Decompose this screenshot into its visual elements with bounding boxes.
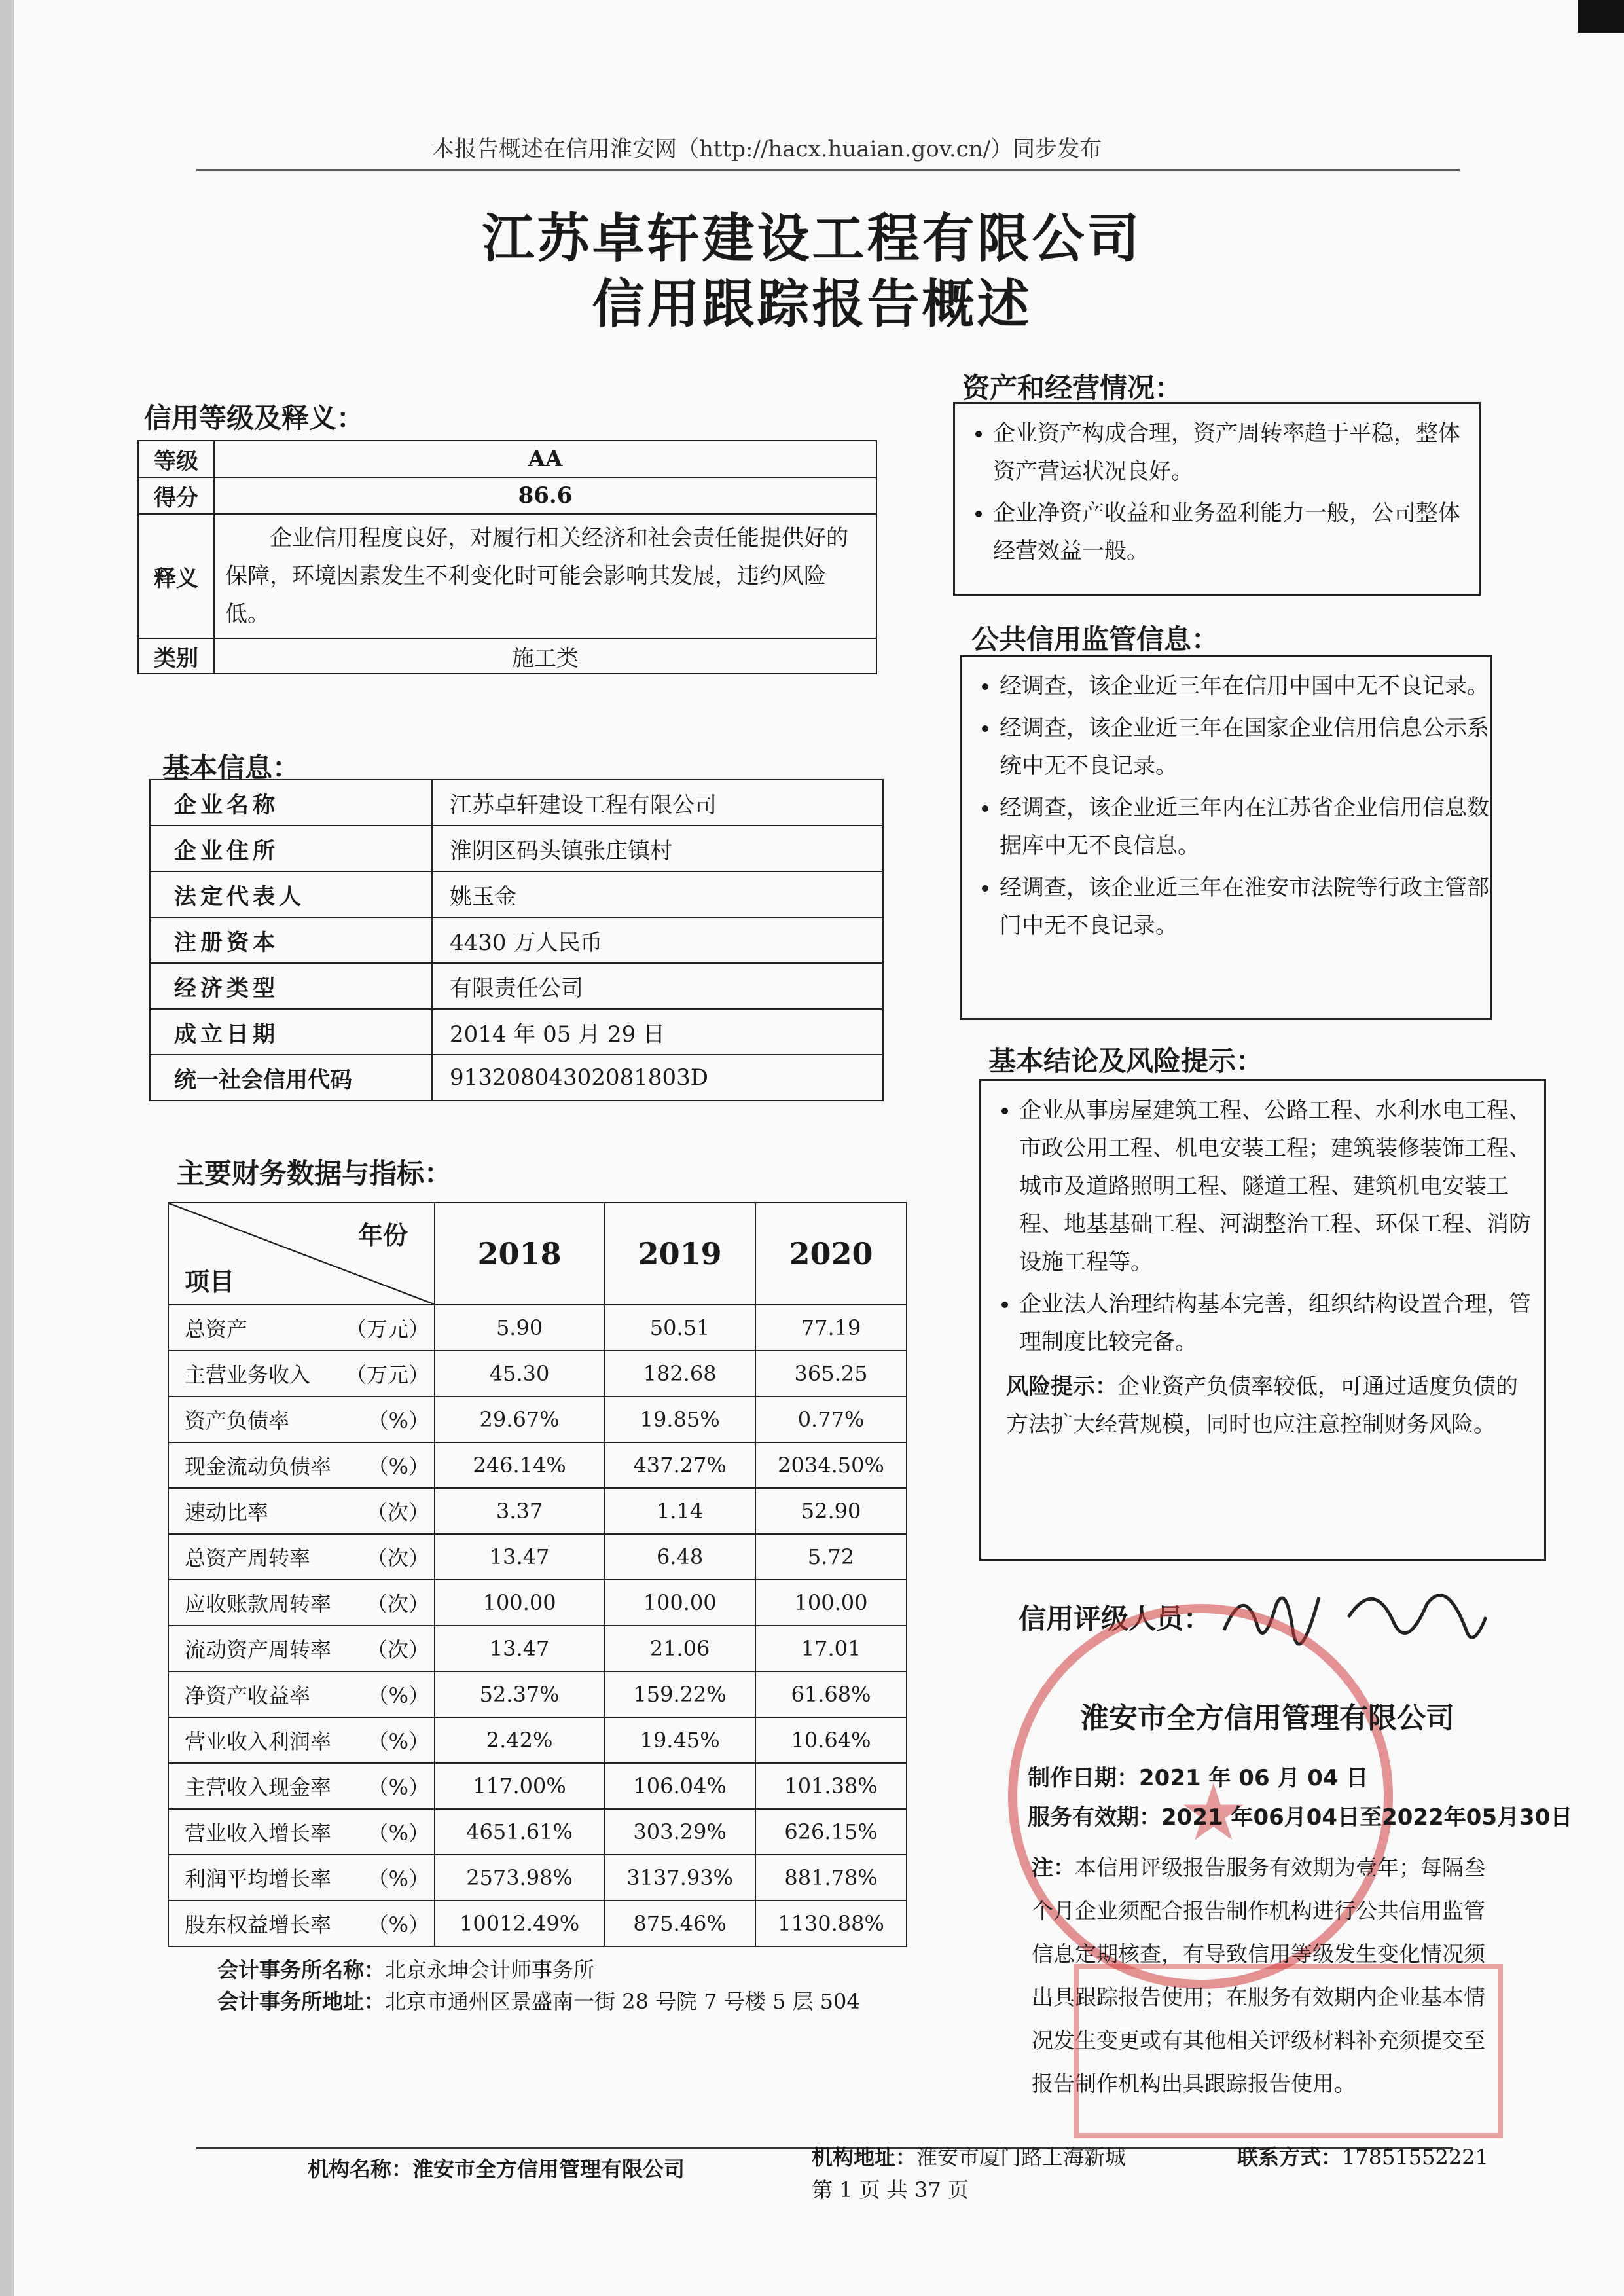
grade-value: AA xyxy=(214,441,876,477)
financial-item xyxy=(168,1305,435,1351)
financial-item-name: 营业收入增长率 xyxy=(185,1821,332,1846)
analyst-label: 信用评级人员： xyxy=(1019,1603,1212,1635)
basic-label: 企业名称 xyxy=(150,780,432,826)
financial-value: 19.85% xyxy=(604,1396,755,1442)
financial-row xyxy=(168,1626,907,1671)
footer-contact xyxy=(1237,2141,1489,2171)
footer-addr-value: 淮安市厦门路上海新城 xyxy=(916,2145,1127,2170)
financial-item-name: 流动资产周转率 xyxy=(185,1637,332,1662)
basic-info-row xyxy=(150,871,883,917)
financial-row xyxy=(168,1763,907,1809)
supervision-item: • 经调查，该企业近三年在淮安市法院等行政主管部门中无不良记录。 xyxy=(1000,869,1490,945)
financial-item-unit: （%） xyxy=(367,1775,429,1800)
financial-value: 10012.49% xyxy=(435,1901,604,1946)
financial-item-name: 应收账款周转率 xyxy=(185,1592,332,1616)
financial-item xyxy=(168,1534,435,1580)
category-value: 施工类 xyxy=(214,638,876,674)
financial-value: 117.00% xyxy=(435,1763,604,1809)
explain-text: 企业信用程度良好，对履行相关经济和社会责任能提供好的保障，环境因素发生不利变化时可能会影响其发展，违约风险低。 xyxy=(214,514,876,638)
financial-row xyxy=(168,1901,907,1946)
scan-corner xyxy=(1578,0,1624,33)
financial-heading: 主要财务数据与指标： xyxy=(177,1157,452,1190)
financial-row xyxy=(168,1396,907,1442)
financial-item-unit: （次） xyxy=(366,1637,429,1662)
financial-value: 100.00 xyxy=(755,1580,907,1626)
basic-value: 91320804302081803D xyxy=(432,1055,883,1101)
financial-row xyxy=(168,1305,907,1351)
financial-value: 50.51 xyxy=(604,1305,755,1351)
footer-contact-label: 联系方式： xyxy=(1237,2145,1343,2170)
page-number: 第 1 页 共 37 页 xyxy=(812,2178,969,2202)
rating-company: 淮安市全方信用管理有限公司 xyxy=(1080,1702,1454,1735)
financial-value: 875.46% xyxy=(604,1901,755,1946)
assets-item: • 企业净资产收益和业务盈利能力一般，公司整体经营效益一般。 xyxy=(993,494,1479,570)
basic-label: 成立日期 xyxy=(150,1009,432,1055)
financial-value: 626.15% xyxy=(755,1809,907,1855)
explain-label: 释义 xyxy=(138,514,214,638)
financial-item-unit: （万元） xyxy=(345,1362,429,1387)
financial-row xyxy=(168,1351,907,1396)
financial-row xyxy=(168,1717,907,1763)
footer-addr-label: 机构地址： xyxy=(812,2145,917,2170)
seal-star-icon: ★ xyxy=(1178,1768,1249,1859)
financial-value: 13.47 xyxy=(435,1534,604,1580)
financial-item-unit: （%） xyxy=(367,1408,429,1433)
financial-item xyxy=(168,1351,435,1396)
financial-value: 2573.98% xyxy=(435,1855,604,1901)
header-notice: 本报告概述在信用淮安网（http://hacx.huaian.gov.cn/）同步发布 xyxy=(432,136,1102,162)
financial-value: 19.45% xyxy=(604,1717,755,1763)
report-title-type: 信用跟踪报告概述 xyxy=(592,274,1032,335)
basic-info-row xyxy=(150,780,883,826)
valid-range: 2021 年06月04日至2022年05月30日 xyxy=(1161,1804,1573,1831)
footer-org-label: 机构名称： xyxy=(308,2157,413,2181)
financial-item-unit: （%） xyxy=(367,1683,429,1708)
financial-value: 21.06 xyxy=(604,1626,755,1671)
financial-item-name: 主营收入现金率 xyxy=(185,1775,332,1800)
financial-row xyxy=(168,1580,907,1626)
note-text: 本信用评级报告服务有效期为壹年；每隔叁个月企业须配合报告制作机构进行公共信用监管信息定期核查，有导致信用等级发生变化情况须出具跟踪报告使用；在服务有效期内企业基本情况发生变更或有其他相关评级材料补充须提交至报告制作机构出具跟踪报告使用。 xyxy=(1032,1855,1485,2096)
basic-info-table xyxy=(149,779,884,1101)
financial-item-name: 股东权益增长率 xyxy=(185,1912,332,1937)
basic-info-row xyxy=(150,917,883,963)
basic-label: 法定代表人 xyxy=(150,871,432,917)
financial-value: 3137.93% xyxy=(604,1855,755,1901)
supervision-box xyxy=(960,655,1492,1020)
valid-label: 服务有效期： xyxy=(1028,1804,1161,1831)
financial-value: 437.27% xyxy=(604,1442,755,1488)
audit-firm-addr: 北京市通州区景盛南一街 28 号院 7 号楼 5 层 504 xyxy=(385,1989,860,2014)
rating-heading: 信用等级及释义： xyxy=(144,402,365,434)
financial-value: 881.78% xyxy=(755,1855,907,1901)
basic-value: 2014 年 05 月 29 日 xyxy=(432,1009,883,1055)
financial-value: 100.00 xyxy=(435,1580,604,1626)
basic-value: 淮阴区码头镇张庄镇村 xyxy=(432,826,883,871)
financial-item-unit: （%） xyxy=(367,1821,429,1846)
made-date: 2021 年 06 月 04 日 xyxy=(1139,1765,1369,1791)
score-label: 得分 xyxy=(138,477,214,514)
financial-value: 246.14% xyxy=(435,1442,604,1488)
financial-item-name: 净资产收益率 xyxy=(185,1683,311,1708)
made-date-label: 制作日期： xyxy=(1028,1765,1139,1791)
conclusion-item: • 企业法人治理结构基本完善，组织结构设置合理，管理制度比较完备。 xyxy=(1019,1285,1544,1361)
financial-value: 29.67% xyxy=(435,1396,604,1442)
financial-value: 159.22% xyxy=(604,1671,755,1717)
financial-item xyxy=(168,1442,435,1488)
financial-item-unit: （%） xyxy=(367,1729,429,1754)
score-value: 86.6 xyxy=(214,477,876,514)
financial-item-unit: （%） xyxy=(367,1912,429,1937)
financial-row xyxy=(168,1488,907,1534)
rating-table xyxy=(137,440,877,674)
header-divider xyxy=(196,169,1460,171)
financial-row xyxy=(168,1671,907,1717)
financial-item-name: 总资产 xyxy=(185,1317,248,1341)
basic-value: 有限责任公司 xyxy=(432,963,883,1009)
financial-item xyxy=(168,1809,435,1855)
basic-label: 统一社会信用代码 xyxy=(150,1055,432,1101)
financial-item xyxy=(168,1580,435,1626)
report-title-company: 江苏卓轩建设工程有限公司 xyxy=(482,208,1142,269)
usage-stamp xyxy=(1074,1964,1503,2138)
footer-org-name: 淮安市全方信用管理有限公司 xyxy=(412,2157,685,2181)
financial-value: 6.48 xyxy=(604,1534,755,1580)
supervision-item: • 经调查，该企业近三年内在江苏省企业信用信息数据库中无不良信息。 xyxy=(1000,789,1490,865)
financial-value: 52.37% xyxy=(435,1671,604,1717)
audit-firm-name: 北京永坤会计师事务所 xyxy=(385,1958,595,1982)
financial-item-name: 现金流动负债率 xyxy=(185,1454,332,1479)
grade-label: 等级 xyxy=(138,441,214,477)
financial-item xyxy=(168,1855,435,1901)
financial-value: 10.64% xyxy=(755,1717,907,1763)
financial-item xyxy=(168,1763,435,1809)
financial-item-name: 营业收入利润率 xyxy=(185,1729,332,1754)
financial-value: 5.90 xyxy=(435,1305,604,1351)
year-header: 2018 xyxy=(435,1203,604,1305)
year-header: 2020 xyxy=(755,1203,907,1305)
audit-firm-addr-label: 会计事务所地址： xyxy=(217,1989,386,2014)
footer-org xyxy=(308,2153,685,2183)
financial-value: 2034.50% xyxy=(755,1442,907,1488)
corner-item: 项目 xyxy=(185,1267,235,1296)
basic-value: 江苏卓轩建设工程有限公司 xyxy=(432,780,883,826)
financial-row xyxy=(168,1442,907,1488)
financial-item-name: 主营业务收入 xyxy=(185,1362,311,1387)
footer-addr xyxy=(812,2141,1126,2171)
basic-info-row xyxy=(150,963,883,1009)
assets-item: • 企业资产构成合理，资产周转率趋于平稳，整体资产营运状况良好。 xyxy=(993,414,1479,490)
financial-value: 1130.88% xyxy=(755,1901,907,1946)
financial-value: 303.29% xyxy=(604,1809,755,1855)
financial-item-unit: （次） xyxy=(366,1546,429,1571)
basic-info-heading: 基本信息： xyxy=(162,752,300,784)
corner-year: 年份 xyxy=(357,1220,408,1250)
audit-firm-name-line xyxy=(217,1954,594,1984)
financial-item xyxy=(168,1488,435,1534)
financial-item-unit: （次） xyxy=(366,1592,429,1616)
financial-value: 4651.61% xyxy=(435,1809,604,1855)
basic-info-row xyxy=(150,1009,883,1055)
financial-value: 1.14 xyxy=(604,1488,755,1534)
supervision-item: • 经调查，该企业近三年在信用中国中无不良记录。 xyxy=(1000,667,1490,705)
financial-item-unit: （%） xyxy=(367,1454,429,1479)
financial-value: 77.19 xyxy=(755,1305,907,1351)
financial-value: 3.37 xyxy=(435,1488,604,1534)
financial-row xyxy=(168,1809,907,1855)
basic-label: 企业住所 xyxy=(150,826,432,871)
financial-value: 52.90 xyxy=(755,1488,907,1534)
valid-range-line xyxy=(1028,1799,1572,1831)
financial-value: 5.72 xyxy=(755,1534,907,1580)
financial-item-name: 资产负债率 xyxy=(185,1408,290,1433)
basic-label: 注册资本 xyxy=(150,917,432,963)
financial-value: 182.68 xyxy=(604,1351,755,1396)
risk-text: 企业资产负债率较低，可通过适度负债的方法扩大经营规模，同时也应注意控制财务风险。 xyxy=(1006,1374,1518,1438)
audit-firm-name-label: 会计事务所名称： xyxy=(217,1958,386,1982)
basic-info-row xyxy=(150,1055,883,1101)
assets-box xyxy=(953,402,1481,596)
financial-item-unit: （%） xyxy=(367,1867,429,1891)
basic-label: 经济类型 xyxy=(150,963,432,1009)
financial-item xyxy=(168,1626,435,1671)
financial-table xyxy=(168,1202,907,1947)
year-header: 2019 xyxy=(604,1203,755,1305)
financial-value: 17.01 xyxy=(755,1626,907,1671)
financial-value: 106.04% xyxy=(604,1763,755,1809)
financial-value: 2.42% xyxy=(435,1717,604,1763)
financial-value: 101.38% xyxy=(755,1763,907,1809)
made-date-line xyxy=(1028,1760,1368,1792)
conclusion-item: • 企业从事房屋建筑工程、公路工程、水利水电工程、市政公用工程、机电安装工程；建筑装修装饰工程、城市及道路照明工程、隧道工程、建筑机电安装工程、地基基础工程、河湖整治工程、环保工程、消防设施工程等。 xyxy=(1019,1091,1544,1281)
financial-item-unit: （次） xyxy=(366,1500,429,1525)
supervision-heading: 公共信用监管信息： xyxy=(971,623,1219,655)
financial-value: 0.77% xyxy=(755,1396,907,1442)
scan-edge xyxy=(0,0,14,2296)
financial-value: 13.47 xyxy=(435,1626,604,1671)
audit-firm-addr-line xyxy=(217,1985,860,2015)
footer-contact-value: 17851552221 xyxy=(1342,2145,1489,2170)
financial-item-name: 速动比率 xyxy=(185,1500,269,1525)
basic-value: 姚玉金 xyxy=(432,871,883,917)
financial-item-name: 总资产周转率 xyxy=(185,1546,311,1571)
table-corner xyxy=(168,1203,435,1305)
financial-item xyxy=(168,1671,435,1717)
financial-item xyxy=(168,1901,435,1946)
basic-value: 4430 万人民币 xyxy=(432,917,883,963)
financial-item xyxy=(168,1396,435,1442)
risk-label: 风险提示： xyxy=(1006,1374,1117,1400)
financial-value: 100.00 xyxy=(604,1580,755,1626)
assets-heading: 资产和经营情况： xyxy=(962,372,1183,404)
financial-value: 45.30 xyxy=(435,1351,604,1396)
supervision-item: • 经调查，该企业近三年在国家企业信用信息公示系统中无不良记录。 xyxy=(1000,709,1490,785)
financial-item-name: 利润平均增长率 xyxy=(185,1867,332,1891)
financial-row xyxy=(168,1534,907,1580)
risk-note xyxy=(981,1365,1544,1444)
basic-info-row xyxy=(150,826,883,871)
category-label: 类别 xyxy=(138,638,214,674)
note-label: 注： xyxy=(1032,1855,1075,1880)
conclusion-heading: 基本结论及风险提示： xyxy=(988,1045,1264,1077)
financial-value: 365.25 xyxy=(755,1351,907,1396)
conclusion-box xyxy=(979,1079,1546,1561)
financial-item xyxy=(168,1717,435,1763)
financial-row xyxy=(168,1855,907,1901)
financial-item-unit: （万元） xyxy=(345,1317,429,1341)
financial-value: 61.68% xyxy=(755,1671,907,1717)
